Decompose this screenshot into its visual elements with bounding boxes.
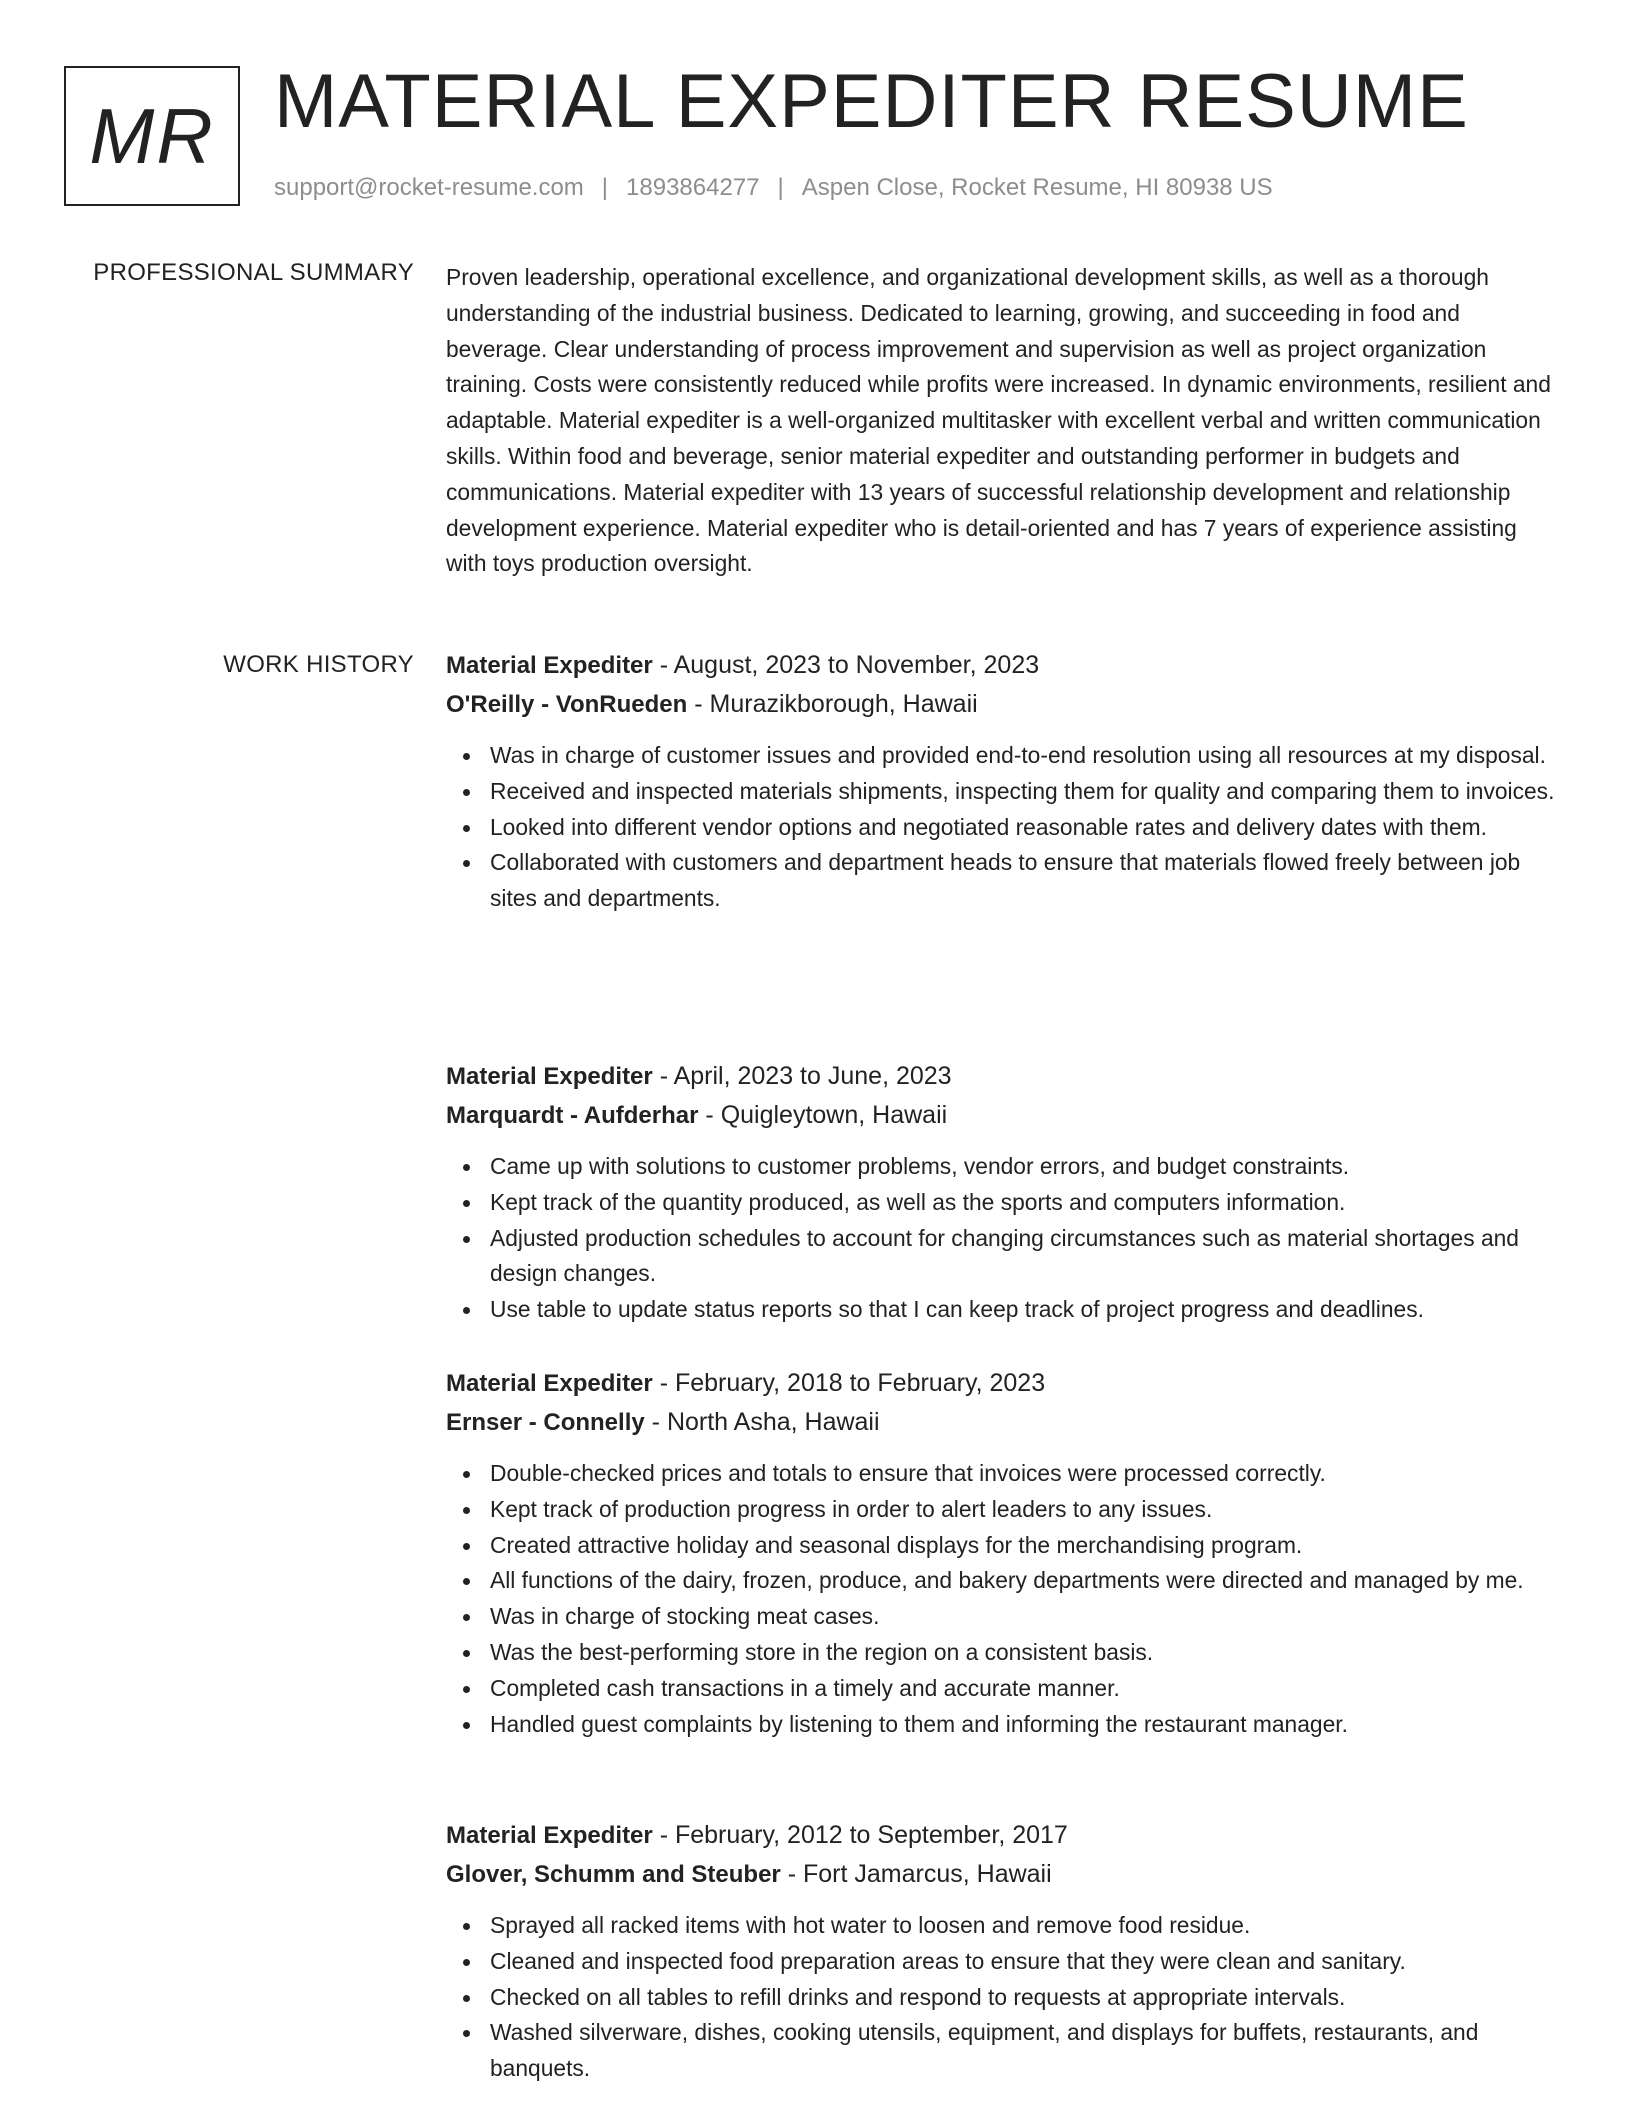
job-bullet-list bbox=[446, 1908, 1562, 2087]
contact-email: support@rocket-resume.com bbox=[274, 174, 584, 201]
job-bullet: Kept track of the quantity produced, as well as the sports and computers information. bbox=[490, 1185, 1562, 1221]
job-bullet: Created attractive holiday and seasonal displays for the merchandising program. bbox=[490, 1528, 1562, 1564]
job-bullet: Double-checked prices and totals to ensure that invoices were processed correctly. bbox=[490, 1456, 1562, 1492]
job-company-line bbox=[446, 1403, 1562, 1442]
job-dates: - February, 2012 to September, 2017 bbox=[659, 1821, 1068, 1849]
job-title-line bbox=[446, 646, 1562, 685]
job-bullet: All functions of the dairy, frozen, produce, and bakery departments were directed and managed by me. bbox=[490, 1563, 1562, 1599]
job-bullet: Collaborated with customers and department heads to ensure that materials flowed freely between job sites and departments. bbox=[490, 845, 1562, 917]
job-location: - Murazikborough, Hawaii bbox=[694, 690, 978, 718]
contact-separator: | bbox=[777, 174, 784, 201]
job-entry bbox=[446, 1364, 1562, 1742]
job-entry bbox=[446, 1057, 1562, 1328]
contact-phone: 1893864277 bbox=[626, 174, 760, 201]
section-label-professional-summary: PROFESSIONAL SUMMARY bbox=[93, 259, 414, 286]
job-bullet: Adjusted production schedules to account for changing circumstances such as material shortages and design changes. bbox=[490, 1221, 1562, 1293]
job-company: O'Reilly - VonRueden bbox=[446, 691, 688, 718]
job-company-line bbox=[446, 685, 1562, 724]
job-title-line bbox=[446, 1364, 1562, 1403]
section-label-work-history: WORK HISTORY bbox=[223, 651, 414, 678]
job-bullet-list bbox=[446, 1456, 1562, 1742]
monogram-box bbox=[64, 66, 240, 206]
job-entry bbox=[446, 1816, 1562, 2087]
job-company-line bbox=[446, 1855, 1562, 1894]
job-bullet: Kept track of production progress in order to alert leaders to any issues. bbox=[490, 1492, 1562, 1528]
job-bullet: Washed silverware, dishes, cooking utensils, equipment, and displays for buffets, restaurants, and banquets. bbox=[490, 2015, 1562, 2087]
job-company-line bbox=[446, 1096, 1562, 1135]
job-location: - Quigleytown, Hawaii bbox=[705, 1101, 948, 1129]
summary-text: Proven leadership, operational excellence, and organizational development skills, as well as a thorough understanding of the industrial business. Dedicated to learning, growing, and succeeding in food and beverage. Clear understanding of process improvement and supervision as well as project organization training. Costs were consistently reduced while profits were increased. In dynamic environments, resilient and adaptable. Material expediter is a well-organized multitasker with excellent verbal and written communication skills. Within food and beverage, senior material expediter and outstanding performer in budgets and communications. Material expediter with 13 years of successful relationship development and relationship development experience. Material expediter who is detail-oriented and has 7 years of experience assisting with toys production oversight. bbox=[446, 264, 1551, 577]
job-title: Material Expediter bbox=[446, 1822, 653, 1849]
job-company: Ernser - Connelly bbox=[446, 1409, 645, 1436]
job-bullet: Cleaned and inspected food preparation areas to ensure that they were clean and sanitary. bbox=[490, 1944, 1562, 1980]
job-bullet: Came up with solutions to customer problems, vendor errors, and budget constraints. bbox=[490, 1149, 1562, 1185]
job-title-line bbox=[446, 1816, 1562, 1855]
contact-line bbox=[274, 174, 1273, 202]
job-bullet: Was in charge of stocking meat cases. bbox=[490, 1599, 1562, 1635]
job-company: Marquardt - Aufderhar bbox=[446, 1102, 699, 1129]
job-dates: - August, 2023 to November, 2023 bbox=[659, 651, 1040, 679]
job-dates: - April, 2023 to June, 2023 bbox=[659, 1062, 952, 1090]
contact-address: Aspen Close, Rocket Resume, HI 80938 US bbox=[801, 174, 1273, 201]
job-dates: - February, 2018 to February, 2023 bbox=[659, 1369, 1046, 1397]
job-bullet: Was in charge of customer issues and provided end-to-end resolution using all resources at my disposal. bbox=[490, 738, 1562, 774]
job-title: Material Expediter bbox=[446, 1370, 653, 1397]
job-entry bbox=[446, 646, 1562, 917]
job-bullet: Sprayed all racked items with hot water to loosen and remove food residue. bbox=[490, 1908, 1562, 1944]
resume-title: MATERIAL EXPEDITER RESUME bbox=[274, 59, 1469, 144]
job-bullet: Use table to update status reports so that I can keep track of project progress and deadlines. bbox=[490, 1292, 1562, 1328]
job-title: Material Expediter bbox=[446, 1063, 653, 1090]
job-bullet: Handled guest complaints by listening to them and informing the restaurant manager. bbox=[490, 1707, 1562, 1743]
job-title: Material Expediter bbox=[446, 652, 653, 679]
job-location: - Fort Jamarcus, Hawaii bbox=[787, 1860, 1052, 1888]
job-bullet: Received and inspected materials shipments, inspecting them for quality and comparing them to invoices. bbox=[490, 774, 1562, 810]
job-bullet: Looked into different vendor options and negotiated reasonable rates and delivery dates with them. bbox=[490, 810, 1562, 846]
job-bullet: Was the best-performing store in the region on a consistent basis. bbox=[490, 1635, 1562, 1671]
job-location: - North Asha, Hawaii bbox=[651, 1408, 880, 1436]
contact-separator: | bbox=[601, 174, 609, 201]
job-bullet: Checked on all tables to refill drinks and respond to requests at appropriate intervals. bbox=[490, 1980, 1562, 2016]
monogram-initials: MR bbox=[89, 91, 215, 180]
job-bullet-list bbox=[446, 1149, 1562, 1328]
job-company: Glover, Schumm and Steuber bbox=[446, 1861, 781, 1888]
job-bullet-list bbox=[446, 738, 1562, 917]
job-title-line bbox=[446, 1057, 1562, 1096]
job-bullet: Completed cash transactions in a timely and accurate manner. bbox=[490, 1671, 1562, 1707]
